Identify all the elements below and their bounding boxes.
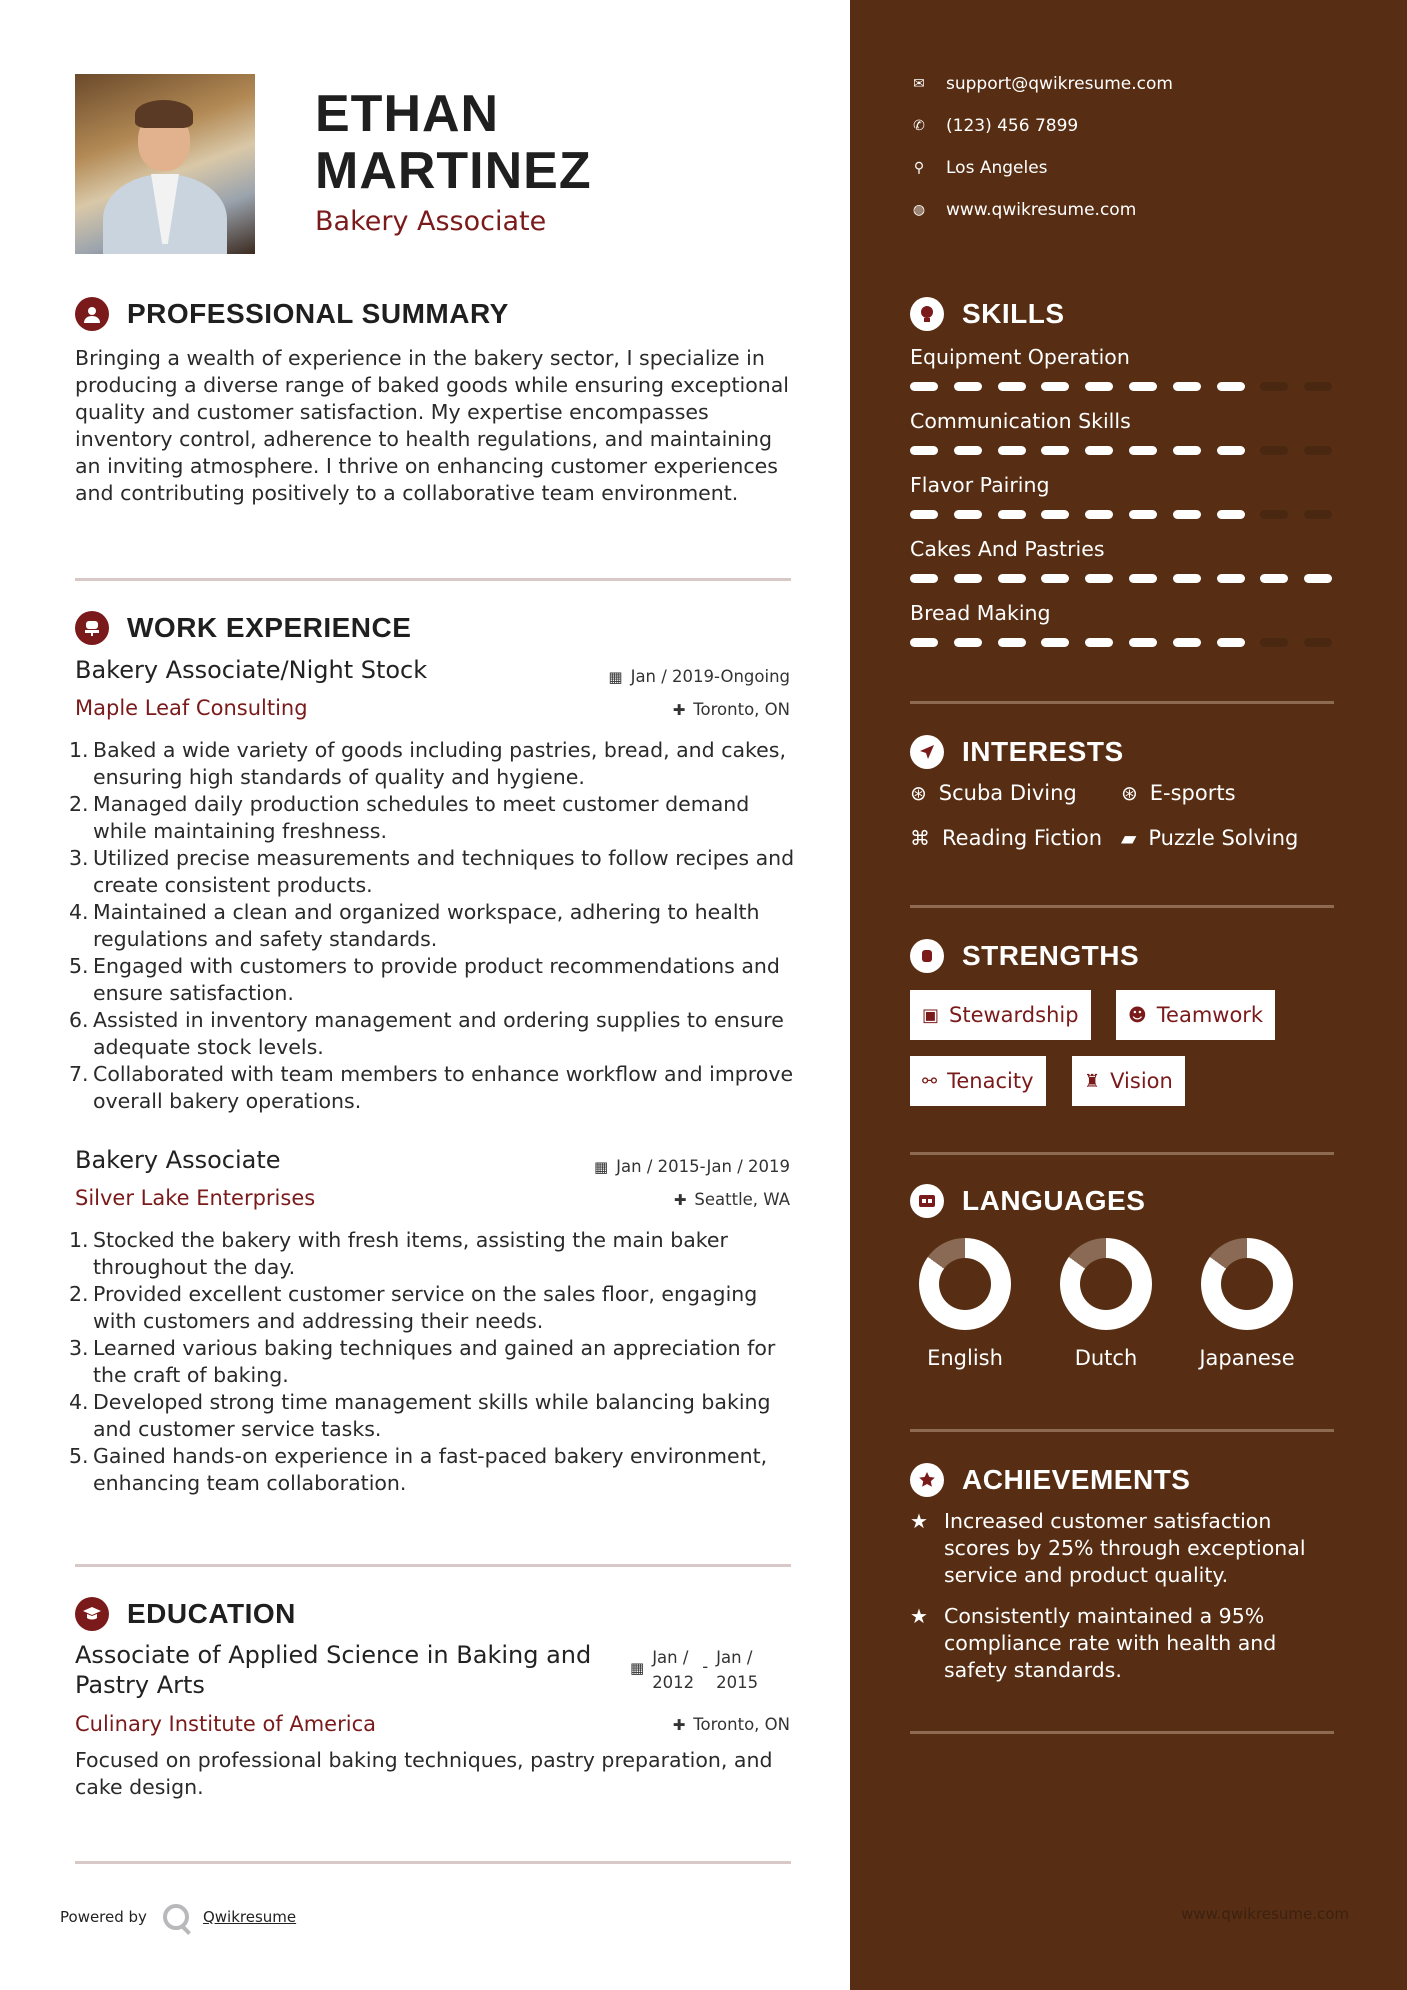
skill-level-segment bbox=[1129, 510, 1157, 519]
skill-level-segment bbox=[1260, 382, 1288, 391]
date-dash: - bbox=[702, 1657, 709, 1676]
skills-title: SKILLS bbox=[962, 298, 1065, 329]
job-bullets bbox=[69, 737, 799, 1115]
divider bbox=[75, 578, 791, 581]
end-date: Jan / 2015 bbox=[716, 1648, 759, 1692]
contact-email-text[interactable]: support@qwikresume.com bbox=[946, 74, 1173, 94]
language-item bbox=[1046, 1238, 1166, 1370]
calendar-icon: ▦ bbox=[608, 667, 623, 686]
contact-phone-text: (123) 456 7899 bbox=[946, 116, 1079, 136]
skill-label: Cakes And Pastries bbox=[910, 537, 1105, 561]
contact-location-text: Los Angeles bbox=[946, 158, 1048, 178]
graduation-cap-icon bbox=[75, 1597, 109, 1631]
job-dates-text: Jan / 2015-Jan / 2019 bbox=[616, 1157, 790, 1176]
skill-level-segment bbox=[1304, 382, 1332, 391]
education-location bbox=[673, 1715, 790, 1734]
skill-level-segment bbox=[1304, 510, 1332, 519]
link-icon: ⚯ bbox=[922, 1070, 938, 1092]
achievement-text: Consistently maintained a 95% compliance rate with health and safety standards. bbox=[944, 1604, 1277, 1682]
interest-item bbox=[1121, 781, 1236, 805]
qwikresume-logo-icon bbox=[163, 1904, 189, 1930]
divider bbox=[910, 1152, 1334, 1155]
list-item: 6. Assisted in inventory management and ordering supplies to ensure adequate stock levels. bbox=[69, 1008, 784, 1059]
education-description: Focused on professional baking techniques, pastry preparation, and cake design. bbox=[75, 1748, 773, 1799]
start-date: Jan / 2012 bbox=[652, 1648, 695, 1692]
interests-heading bbox=[910, 735, 1124, 769]
interest-item bbox=[910, 826, 1102, 850]
profile-photo bbox=[75, 74, 255, 254]
skill-level-segment bbox=[1173, 382, 1201, 391]
list-item: 4. Maintained a clean and organized workspace, adhering to health regulations and safety standards. bbox=[69, 900, 760, 951]
list-item: 2. Provided excellent customer service on the sales floor, engaging with customers and addressing their needs. bbox=[69, 1282, 758, 1333]
job-dates bbox=[608, 667, 790, 686]
skill-level-segment bbox=[910, 382, 938, 391]
language-item bbox=[1187, 1238, 1307, 1370]
skill-level-segment bbox=[1173, 510, 1201, 519]
skill-label: Equipment Operation bbox=[910, 345, 1130, 369]
interest-label: Scuba Diving bbox=[938, 781, 1077, 805]
contact-location bbox=[910, 158, 1048, 178]
strength-label: Stewardship bbox=[949, 1003, 1079, 1027]
skill-level-segment bbox=[1217, 574, 1245, 583]
divider bbox=[910, 701, 1334, 704]
interest-label: Reading Fiction bbox=[942, 826, 1103, 850]
pin-icon: ✚ bbox=[672, 1715, 686, 1734]
language-name: English bbox=[927, 1346, 1003, 1370]
calendar-icon: ▦ bbox=[630, 1659, 645, 1677]
skill-level-segment bbox=[954, 446, 982, 455]
job-location bbox=[673, 700, 790, 719]
skill-level-segment bbox=[954, 574, 982, 583]
skill-label: Communication Skills bbox=[910, 409, 1131, 433]
candidate-role: Bakery Associate bbox=[315, 206, 547, 237]
name-first: ETHAN bbox=[315, 85, 500, 143]
education-dates bbox=[630, 1645, 776, 1695]
summary-heading bbox=[75, 297, 509, 331]
skill-level-bar bbox=[910, 446, 1348, 455]
achievement-item bbox=[910, 1603, 1330, 1684]
education-location-text: Toronto, ON bbox=[693, 1715, 790, 1734]
skill-level-segment bbox=[1304, 446, 1332, 455]
job-title: Bakery Associate/Night Stock bbox=[75, 656, 428, 684]
skill-level-bar bbox=[910, 574, 1348, 583]
job-location-text: Seattle, WA bbox=[694, 1190, 790, 1209]
powered-by bbox=[60, 1904, 296, 1930]
skill-level-segment bbox=[1041, 382, 1069, 391]
shooting-star-icon: ★ bbox=[910, 1604, 928, 1628]
interest-label: E-sports bbox=[1149, 781, 1236, 805]
lightbulb-icon bbox=[910, 297, 944, 331]
skill-label: Bread Making bbox=[910, 601, 1051, 625]
skill-level-segment bbox=[1041, 446, 1069, 455]
job-dates-text: Jan / 2019-Ongoing bbox=[630, 667, 790, 686]
summary-title: PROFESSIONAL SUMMARY bbox=[127, 298, 509, 329]
pin-icon: ✚ bbox=[672, 700, 686, 719]
education-title: EDUCATION bbox=[127, 1598, 296, 1629]
job-location bbox=[674, 1190, 790, 1209]
name-last: MARTINEZ bbox=[315, 142, 592, 200]
job-bullets bbox=[69, 1227, 799, 1497]
education-heading bbox=[75, 1597, 296, 1631]
school-name: Culinary Institute of America bbox=[75, 1712, 376, 1736]
skill-level-segment bbox=[1173, 446, 1201, 455]
job-company: Silver Lake Enterprises bbox=[75, 1186, 316, 1210]
divider bbox=[75, 1564, 791, 1567]
brand-link[interactable]: Qwikresume bbox=[202, 1908, 297, 1926]
translate-icon bbox=[910, 1184, 944, 1218]
interest-label: Puzzle Solving bbox=[1148, 826, 1299, 850]
skill-level-segment bbox=[1129, 446, 1157, 455]
shooting-star-icon: ★ bbox=[910, 1509, 928, 1533]
strength-tag bbox=[910, 1056, 1046, 1106]
binoculars-icon: ♜ bbox=[1084, 1070, 1101, 1092]
skill-level-segment bbox=[910, 510, 938, 519]
divider bbox=[910, 905, 1334, 908]
list-item: 2. Managed daily production schedules to meet customer demand while maintaining freshness. bbox=[69, 792, 750, 843]
skill-level-segment bbox=[954, 638, 982, 647]
pin-icon: ✚ bbox=[673, 1190, 687, 1209]
envelope-icon: ✉ bbox=[913, 76, 925, 92]
life-ring-icon: ⊛ bbox=[1121, 781, 1138, 805]
paper-plane-icon bbox=[910, 735, 944, 769]
fist-icon bbox=[910, 939, 944, 973]
skill-level-segment bbox=[1217, 446, 1245, 455]
job-dates bbox=[594, 1157, 790, 1176]
sidebar bbox=[850, 0, 1407, 1990]
skill-level-segment bbox=[954, 510, 982, 519]
language-item bbox=[905, 1238, 1025, 1370]
skill-level-segment bbox=[954, 382, 982, 391]
divider bbox=[910, 1429, 1334, 1432]
job-location-text: Toronto, ON bbox=[693, 700, 790, 719]
skill-level-segment bbox=[1217, 638, 1245, 647]
skill-level-segment bbox=[998, 446, 1026, 455]
strengths-heading bbox=[910, 939, 1139, 973]
skill-level-segment bbox=[910, 638, 938, 647]
skill-level-segment bbox=[1085, 446, 1113, 455]
skill-level-segment bbox=[998, 382, 1026, 391]
skill-level-segment bbox=[1304, 638, 1332, 647]
skill-level-segment bbox=[1041, 510, 1069, 519]
strength-label: Vision bbox=[1110, 1069, 1173, 1093]
list-item: 3. Learned various baking techniques and gained an appreciation for the craft of baking. bbox=[69, 1336, 776, 1387]
skill-level-segment bbox=[1129, 574, 1157, 583]
degree-title: Associate of Applied Science in Baking and Pastry Arts bbox=[75, 1641, 592, 1699]
skill-level-segment bbox=[1129, 382, 1157, 391]
summary-text: Bringing a wealth of experience in the bakery sector, I specialize in producing a diverse range of baked goods while ensuring exceptional quality and customer satisfaction. My expertise encompasses inventory control, adherence to health regulations, and maintaining an inviting atmosphere. I thrive on enhancing customer experiences and contributing positively to a collaborative team environment. bbox=[75, 346, 790, 505]
language-ring bbox=[1060, 1238, 1152, 1330]
list-item: 5. Gained hands-on experience in a fast-paced bakery environment, enhancing team collaboration. bbox=[69, 1444, 768, 1495]
languages-title: LANGUAGES bbox=[962, 1185, 1146, 1216]
toolbox-icon: ▣ bbox=[922, 1004, 940, 1026]
job-company: Maple Leaf Consulting bbox=[75, 696, 308, 720]
contact-website bbox=[910, 200, 1136, 220]
calendar-icon: ▦ bbox=[593, 1157, 609, 1176]
strength-tag bbox=[910, 990, 1091, 1040]
achievements-heading bbox=[910, 1463, 1190, 1497]
skill-level-segment bbox=[1260, 638, 1288, 647]
contact-email bbox=[910, 74, 1173, 94]
skill-level-segment bbox=[998, 574, 1026, 583]
interest-item bbox=[1121, 826, 1298, 850]
life-ring-icon: ⊛ bbox=[910, 781, 927, 805]
strength-tag bbox=[1116, 990, 1275, 1040]
phone-icon: ✆ bbox=[913, 118, 925, 134]
interests-title: INTERESTS bbox=[962, 736, 1124, 767]
list-item: 5. Engaged with customers to provide product recommendations and ensure satisfaction. bbox=[69, 954, 780, 1005]
contact-website-text[interactable]: www.qwikresume.com bbox=[946, 200, 1137, 220]
skill-level-segment bbox=[910, 446, 938, 455]
skill-level-segment bbox=[1085, 510, 1113, 519]
divider bbox=[75, 1861, 791, 1864]
job-title: Bakery Associate bbox=[75, 1146, 281, 1174]
strength-label: Teamwork bbox=[1156, 1003, 1264, 1027]
book-icon: ▰ bbox=[1121, 826, 1137, 850]
gamepad-icon: ⌘ bbox=[910, 826, 930, 850]
work-heading bbox=[75, 611, 411, 645]
user-circle-icon bbox=[75, 297, 109, 331]
language-ring bbox=[919, 1238, 1011, 1330]
skill-level-segment bbox=[1085, 382, 1113, 391]
strength-tag bbox=[1072, 1056, 1185, 1106]
skill-level-segment bbox=[1260, 574, 1288, 583]
strengths-title: STRENGTHS bbox=[962, 940, 1140, 971]
contact-phone bbox=[910, 116, 1078, 136]
list-item: 7. Collaborated with team members to enhance workflow and improve overall bakery operations. bbox=[69, 1062, 794, 1113]
skill-level-segment bbox=[1217, 510, 1245, 519]
skill-level-segment bbox=[1304, 574, 1332, 583]
users-icon: ☻ bbox=[1128, 1004, 1147, 1026]
strength-label: Tenacity bbox=[947, 1069, 1034, 1093]
skill-level-segment bbox=[1085, 574, 1113, 583]
skill-level-segment bbox=[1085, 638, 1113, 647]
footer-url[interactable]: www.qwikresume.com bbox=[1181, 1905, 1349, 1923]
language-ring bbox=[1201, 1238, 1293, 1330]
list-item: 3. Utilized precise measurements and techniques to follow recipes and create consistent products. bbox=[69, 846, 795, 897]
languages-heading bbox=[910, 1184, 1145, 1218]
candidate-name bbox=[315, 86, 592, 200]
skill-level-segment bbox=[998, 638, 1026, 647]
skill-level-segment bbox=[1173, 574, 1201, 583]
briefcase-chair-icon bbox=[75, 611, 109, 645]
skill-level-bar bbox=[910, 638, 1348, 647]
skill-level-segment bbox=[998, 510, 1026, 519]
language-name: Dutch bbox=[1074, 1346, 1138, 1370]
skill-level-segment bbox=[1041, 638, 1069, 647]
skill-level-bar bbox=[910, 510, 1348, 519]
star-badge-icon bbox=[910, 1463, 944, 1497]
skill-level-segment bbox=[1260, 510, 1288, 519]
skill-label: Flavor Pairing bbox=[910, 473, 1050, 497]
work-title: WORK EXPERIENCE bbox=[127, 612, 412, 643]
list-item: 1. Baked a wide variety of goods including pastries, bread, and cakes, ensuring high standards of quality and hygiene. bbox=[69, 738, 786, 789]
skill-level-segment bbox=[1173, 638, 1201, 647]
globe-icon: ◍ bbox=[912, 202, 926, 218]
list-item: 4. Developed strong time management skills while balancing baking and customer service tasks. bbox=[69, 1390, 771, 1441]
powered-by-label: Powered by bbox=[60, 1908, 147, 1926]
skill-level-segment bbox=[1129, 638, 1157, 647]
achievement-item bbox=[910, 1508, 1330, 1589]
achievement-text: Increased customer satisfaction scores by 25% through exceptional service and product quality. bbox=[944, 1509, 1306, 1587]
skill-level-segment bbox=[1041, 574, 1069, 583]
list-item: 1. Stocked the bakery with fresh items, assisting the main baker throughout the day. bbox=[69, 1228, 728, 1279]
skill-level-segment bbox=[1260, 446, 1288, 455]
skill-level-segment bbox=[910, 574, 938, 583]
language-name: Japanese bbox=[1199, 1346, 1295, 1370]
map-marker-icon: ⚲ bbox=[913, 160, 925, 176]
skill-level-segment bbox=[1217, 382, 1245, 391]
achievements-title: ACHIEVEMENTS bbox=[962, 1464, 1191, 1495]
interest-item bbox=[910, 781, 1077, 805]
skills-heading bbox=[910, 297, 1065, 331]
skill-level-bar bbox=[910, 382, 1348, 391]
divider bbox=[910, 1731, 1334, 1734]
